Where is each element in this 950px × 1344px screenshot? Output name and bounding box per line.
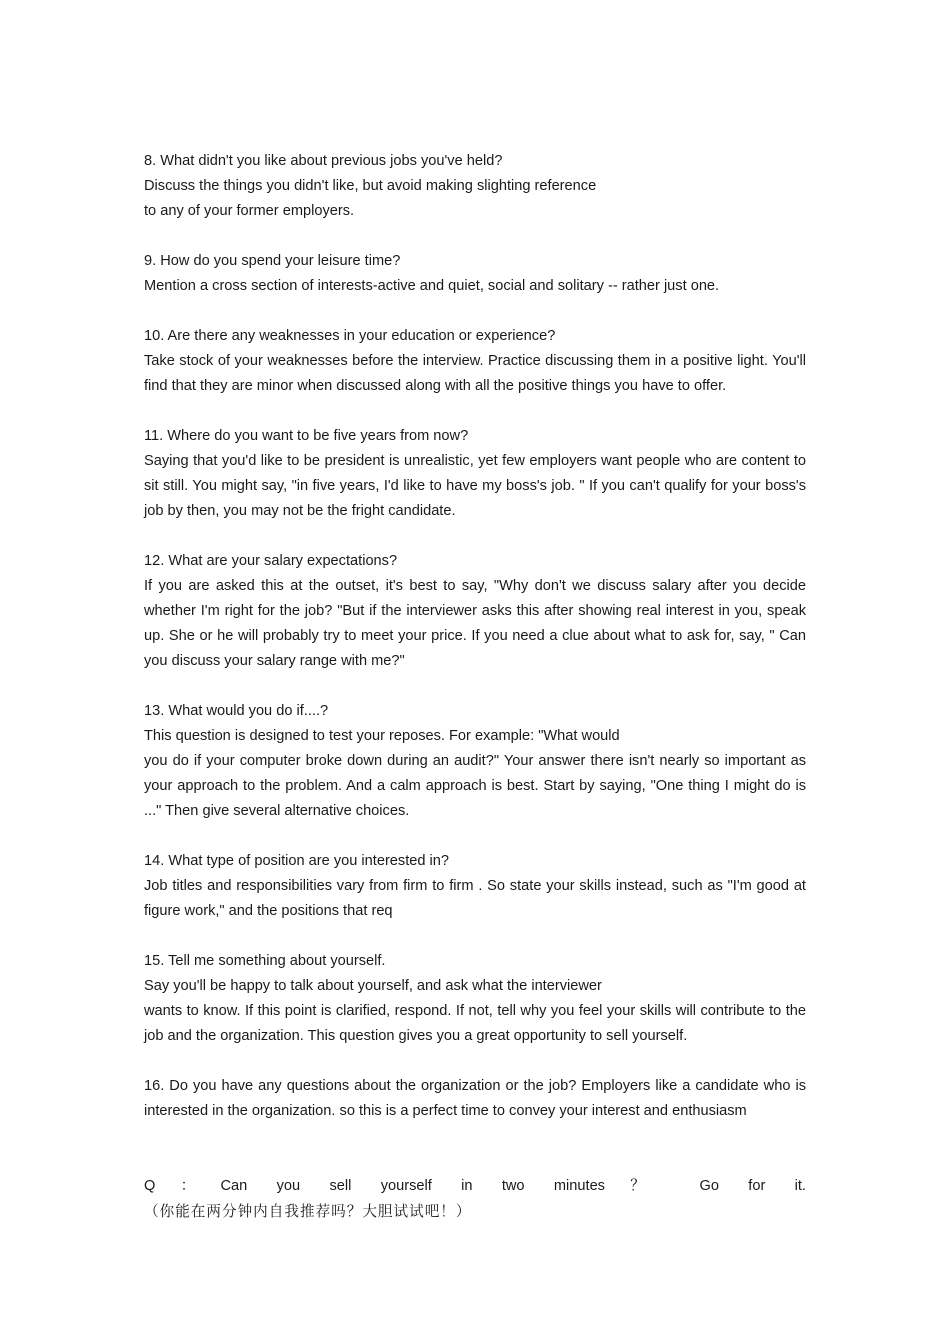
document-body xyxy=(144,149,806,1225)
question-title: 12. What are your salary expectations? xyxy=(144,553,398,569)
answer-text: Job titles and responsibilities vary from firm to firm . So state your skills instead, such as "I'm good at figure work," and the positions that req xyxy=(144,878,806,919)
answer-text: you do if your computer broke down during an audit?" Your answer there isn't nearly so important as your approach to the problem. And a calm approach is best. Start by saying, "One thing I might do is ..." Then give several alternative choices. xyxy=(144,753,806,819)
answer-text: Take stock of your weaknesses before the interview. Practice discussing them in a positive light. You'll find that they are minor when discussed along with all the positive things you have to offer. xyxy=(144,353,806,394)
question-title: 13. What would you do if....? xyxy=(144,703,329,719)
closing-question xyxy=(144,1174,806,1225)
answer-line: Say you'll be happy to talk about yourself, and ask what the interviewer xyxy=(144,978,602,994)
question-8 xyxy=(144,149,806,224)
answer-text: wants to know. If this point is clarified, respond. If not, tell why you feel your skills will contribute to the job and the organization. This question gives you a great opportunity to sell yourself. xyxy=(144,1003,806,1044)
question-13 xyxy=(144,699,806,824)
answer-line: This question is designed to test your reposes. For example: "What would xyxy=(144,728,620,744)
closing-chinese: （你能在两分钟内自我推荐吗？大胆试试吧！） xyxy=(144,1203,472,1220)
question-title: 10. Are there any weaknesses in your education or experience? xyxy=(144,328,556,344)
answer-text: Mention a cross section of interests-active and quiet, social and solitary -- rather just one. xyxy=(144,278,720,294)
question-15 xyxy=(144,949,806,1049)
question-14 xyxy=(144,849,806,924)
question-title: 8. What didn't you like about previous jobs you've held? xyxy=(144,153,503,169)
question-text: 16. Do you have any questions about the organization or the job? Employers like a candidate who is interested in the organization. so this is a perfect time to convey your interest and enthusiasm xyxy=(144,1078,806,1119)
question-title: 14. What type of position are you interested in? xyxy=(144,853,450,869)
question-12 xyxy=(144,549,806,674)
question-title: 11. Where do you want to be five years from now? xyxy=(144,428,469,444)
question-9 xyxy=(144,249,806,299)
answer-text: If you are asked this at the outset, it's best to say, "Why don't we discuss salary after you decide whether I'm right for the job? "But if the interviewer asks this after showing real interest in you, speak up. She or he will probably try to meet your price. If you need a clue about what to ask for, say, " Can you discuss your salary range with me?" xyxy=(144,578,806,669)
question-title: 9. How do you spend your leisure time? xyxy=(144,253,401,269)
question-title: 15. Tell me something about yourself. xyxy=(144,953,386,969)
question-10 xyxy=(144,324,806,399)
answer-line: Discuss the things you didn't like, but avoid making slighting reference xyxy=(144,178,597,194)
question-11 xyxy=(144,424,806,524)
answer-line: to any of your former employers. xyxy=(144,203,355,219)
answer-text: Saying that you'd like to be president is unrealistic, yet few employers want people who are content to sit still. You might say, "in five years, I'd like to have my boss's job. " If you can't qualify for your boss's job by then, you may not be the fright candidate. xyxy=(144,453,806,519)
closing-english: Q：Can you sell yourself in two minutes？ Go for it. xyxy=(144,1178,806,1194)
question-16 xyxy=(144,1074,806,1124)
